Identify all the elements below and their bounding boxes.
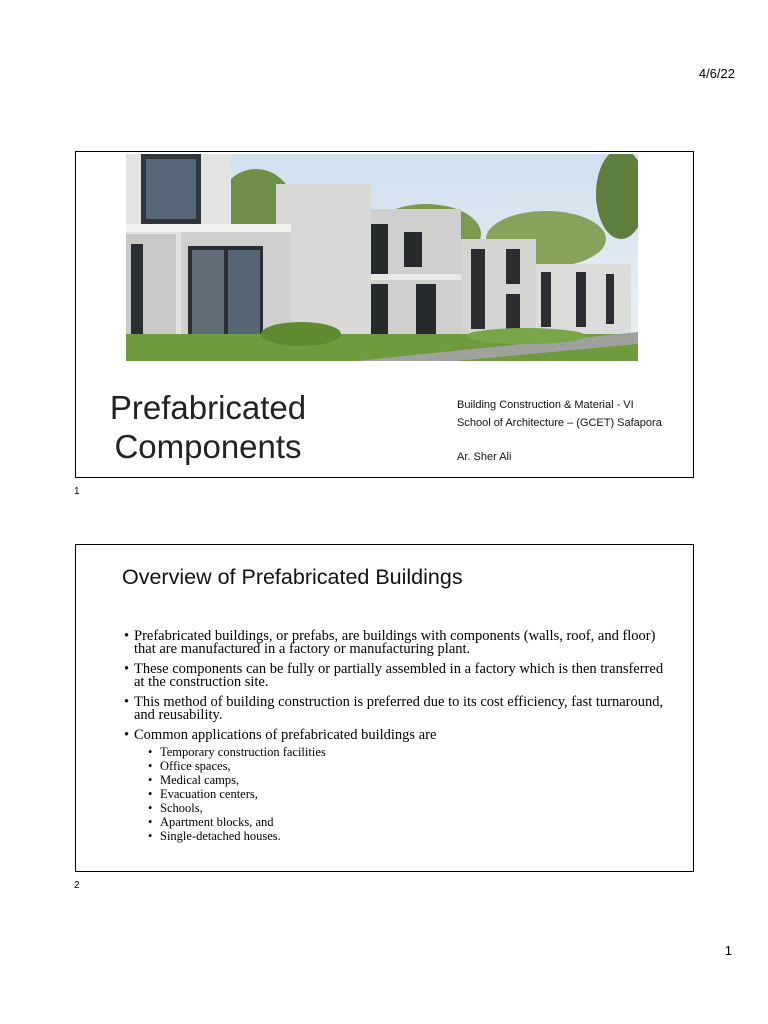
application-item: • Temporary construction facilities (148, 745, 664, 759)
page-number: 1 (724, 943, 732, 958)
application-item: • Apartment blocks, and (148, 815, 664, 829)
title-line-2: Components (114, 428, 302, 465)
application-item: • Evacuation centers, (148, 787, 664, 801)
slide-number-2: 2 (74, 880, 80, 891)
course-name: Building Construction & Material - VI (457, 399, 634, 411)
page-date: 4/6/22 (698, 66, 735, 81)
bullet-item: • These components can be fully or partially assembled in a factory which is then transferred at the construction site. (124, 663, 664, 689)
application-item: • Medical camps, (148, 773, 664, 787)
applications-list (148, 745, 664, 843)
slide-title: Overview of Prefabricated Buildings (122, 565, 463, 589)
hero-image-prefab-houses (126, 154, 638, 361)
bullet-list (124, 630, 664, 850)
title-line-1: Prefabricated (109, 389, 307, 426)
application-item: • Office spaces, (148, 759, 664, 773)
slide-number-1: 1 (74, 486, 80, 497)
course-info (457, 396, 662, 466)
school-name: School of Architecture – (GCET) Safapora (457, 417, 662, 429)
author-name: Ar. Sher Ali (457, 451, 512, 463)
slide-1 (75, 151, 694, 478)
slide-2 (75, 544, 694, 872)
bullet-item: • Prefabricated buildings, or prefabs, are buildings with components (walls, roof, and floor) that are manufactured in a factory or manufacturing plant. (124, 630, 664, 656)
application-item: • Schools, (148, 801, 664, 815)
bullet-item-applications (124, 729, 664, 843)
application-item: • Single-detached houses. (148, 829, 664, 843)
bullet-item-text: Common applications of prefabricated buildings are (134, 727, 437, 743)
bullet-item: • This method of building construction is preferred due to its cost efficiency, fast turnaround, and reusability. (124, 696, 664, 722)
presentation-title (93, 388, 323, 466)
